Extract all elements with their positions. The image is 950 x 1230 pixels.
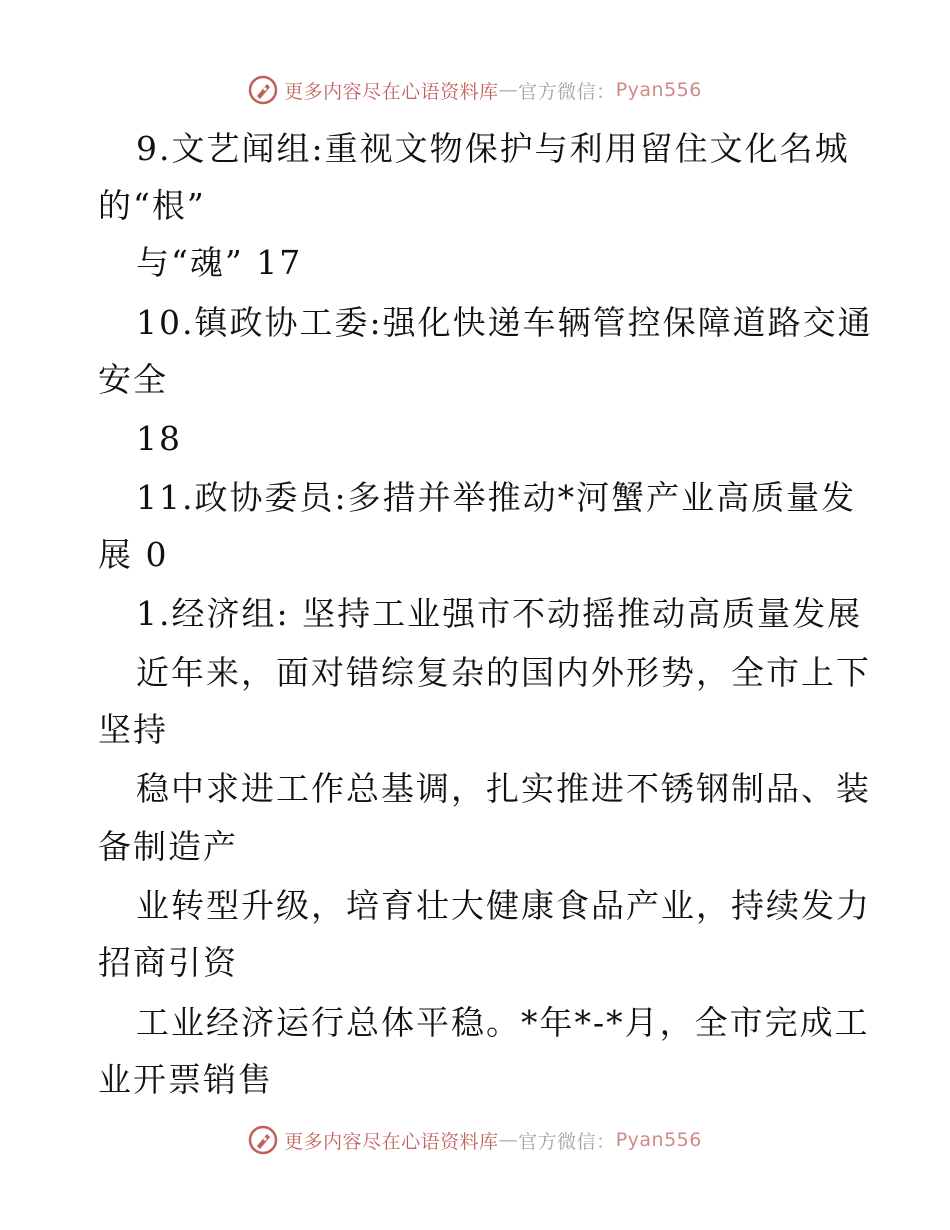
watermark-dash: — — [498, 79, 519, 101]
body-line: 坚持 — [98, 710, 168, 749]
body-line: 业转型升级，培育壮大健康食品产业，持续发力 — [136, 886, 871, 925]
body-line: 工业经济运行总体平稳。*年*-*月，全市完成工 — [136, 1003, 870, 1042]
toc-line-10-cont: 安全 — [98, 360, 168, 399]
body-line: 近年来，面对错综复杂的国内外形势，全市上下 — [136, 653, 871, 692]
watermark-wechat-id: Pyan556 — [615, 1129, 702, 1151]
toc-line-9: 9.文艺闻组:重视文物保护与利用留住文化名城 — [136, 129, 850, 168]
toc-line-10-page: 18 — [136, 419, 182, 458]
watermark-dash: — — [498, 1129, 519, 1151]
toc-line-11: 11.政协委员:多措并举推动*河蟹产业高质量发 — [136, 478, 857, 517]
body-line: 稳中求进工作总基调，扎实推进不锈钢制品、装 — [136, 769, 871, 808]
body-line: 业开票销售 — [98, 1060, 273, 1099]
toc-line-10: 10.镇政协工委:强化快递车辆管控保障道路交通 — [136, 303, 873, 342]
footer-watermark — [0, 1120, 950, 1160]
fountain-pen-seal-icon — [248, 1125, 278, 1155]
toc-line-9-page: 与“魂” 17 — [136, 243, 303, 282]
watermark-wechat-label: 官方微信： — [518, 1130, 616, 1153]
section-heading: 1.经济组: 坚持工业强市不动摇推动高质量发展 — [136, 594, 863, 633]
watermark-wechat-id: Pyan556 — [615, 79, 702, 101]
body-line: 招商引资 — [98, 943, 238, 982]
toc-line-11-cont: 展 0 — [98, 535, 169, 574]
watermark-wechat-label: 官方微信： — [518, 80, 616, 103]
body-line: 备制造产 — [98, 827, 238, 866]
watermark-site-text: 更多内容尽在心语资料库 — [284, 1130, 499, 1153]
watermark-site-text: 更多内容尽在心语资料库 — [284, 80, 499, 103]
toc-line-9-cont: 的“根” — [98, 186, 206, 225]
